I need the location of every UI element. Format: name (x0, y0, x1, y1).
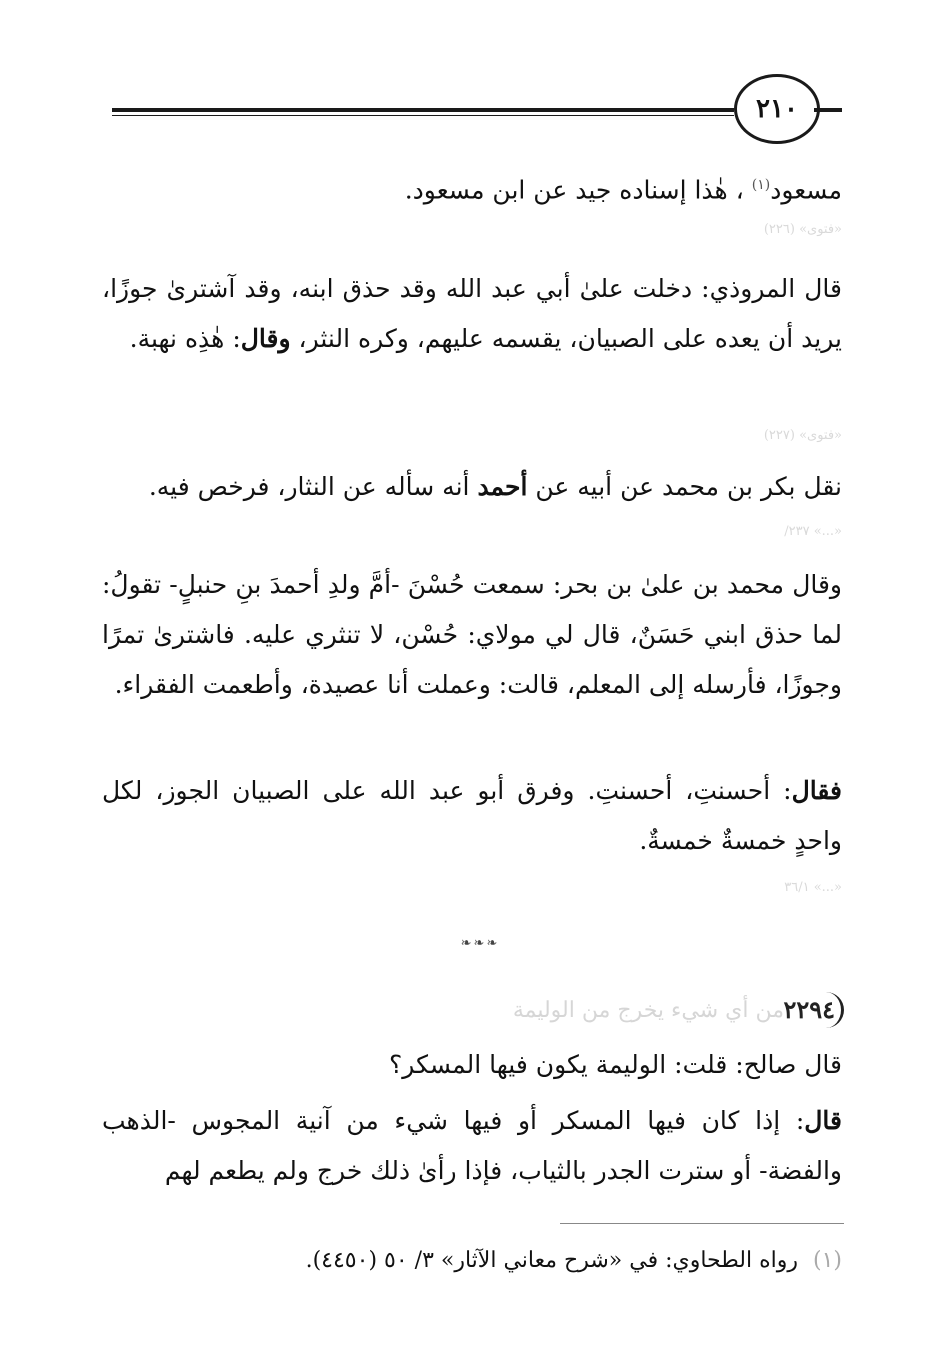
p2-bold: وقال (240, 324, 291, 353)
p1-text: مسعود (770, 175, 842, 205)
footnote-text: رواه الطحاوي: في «شرح معاني الآثار» ٣/ ٥٠ (٤٤٥٠). (305, 1248, 798, 1273)
p2-b: : هٰذِه نهبة. (129, 324, 241, 353)
section-number: ٢٢٩٤ (777, 992, 844, 1028)
p5-a: : أحسنتِ، أحسنتِ. وفرق أبو عبد الله على الصبيان الجوز، لكل واحدٍ خمسةٌ خمسةٌ. (102, 776, 842, 855)
footnote-mark: (١) (812, 1248, 842, 1273)
faint-reference-4: «...» ٣٦/١ (784, 880, 842, 895)
header-rule-left (112, 108, 734, 112)
footnote-rule (560, 1223, 844, 1224)
p7-bold: قال (804, 1106, 842, 1135)
paragraph-5 (102, 766, 842, 866)
paragraph-3 (102, 462, 842, 512)
faint-reference-2: «فتوى» (٢٢٧) (763, 428, 842, 443)
faint-reference-1: «فتوى» (٢٢٦) (763, 222, 842, 237)
header-rule-right (814, 108, 842, 112)
p3-a: نقل بكر بن محمد عن أبيه عن (535, 472, 842, 501)
footnote (102, 1244, 842, 1278)
p2-a: قال المروذي: دخلت علىٰ أبي عبد الله وقد حذق ابنه، وقد آشترىٰ جوزًا، يريد أن يعده على الصبيان، يقسمه عليهم، وكره النثر، (102, 274, 842, 353)
p3-bold: أحمد (477, 472, 528, 501)
paragraph-2 (102, 264, 842, 364)
paragraph-7 (102, 1096, 842, 1196)
paragraph-4: وقال محمد بن علىٰ بن بحر: سمعت حُسْنَ -أمَّ ولدِ أحمدَ بنِ حنبلٍ- تقولُ: لما حذق ابني حَسَنٌ، قال لي مولاي: حُسْن، لا تنثري عليه. فاشترىٰ تمرًا وجوزًا، فأرسله إلى المعلم، قالت: وعملت أنا عصيدة، وأطعمت الفقراء. (102, 570, 842, 699)
p1-rest: ، هٰذا إسناده جيد عن ابن مسعود. (404, 175, 744, 205)
faint-reference-3: «...» ٢٣٧/ (784, 524, 842, 539)
section-title: من أي شيء يخرج من الوليمة (512, 998, 784, 1023)
page-number: ٢١٠ (734, 74, 820, 144)
p7-a: : إذا كان فيها المسكر أو فيها شيء من آنية المجوس -الذهب والفضة- أو سترت الجدر بالثياب، فإذا رأىٰ ذلك خرج ولم يطعم لهم (102, 1106, 842, 1185)
ornament-divider: ❧❧❧ (460, 936, 500, 951)
paragraph-6: قال صالح: قلت: الوليمة يكون فيها المسكر؟ (389, 1050, 842, 1079)
p5-bold: فقال (791, 776, 842, 805)
p3-b: أنه سأله عن النثار، فرخص فيه. (148, 472, 470, 501)
header-rule-left-thin (112, 115, 734, 116)
footnote-ref[interactable]: (١) (751, 177, 771, 193)
paragraph-1 (102, 160, 842, 215)
